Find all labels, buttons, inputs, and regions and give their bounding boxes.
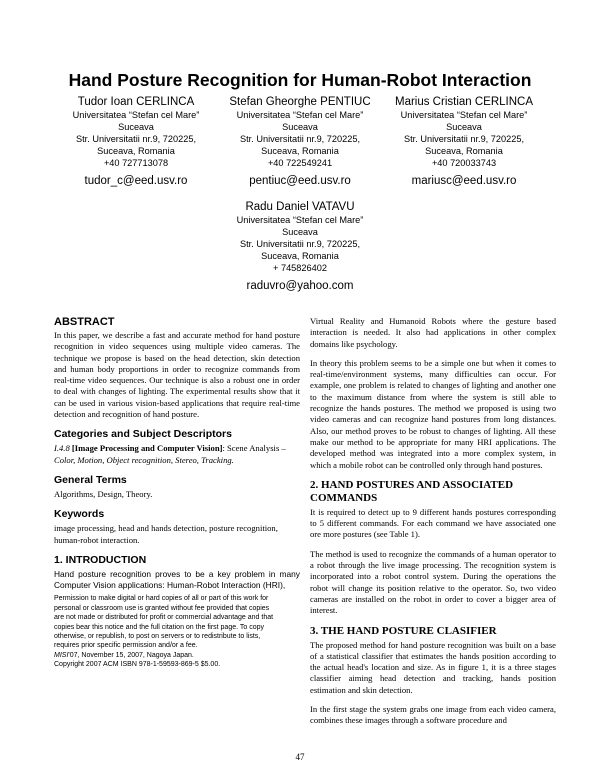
- author-region: Suceava, Romania: [261, 146, 339, 156]
- permission-line: are not made or distributed for profit or commercial advantage and that: [54, 614, 274, 622]
- author-phone: +40 720033743: [431, 158, 497, 168]
- author-email: mariusc@eed.usv.ro: [411, 175, 517, 187]
- permission-line: otherwise, or republish, to post on servers or to redistribute to lists,: [54, 633, 261, 641]
- author-email: raduvro@yahoo.com: [246, 280, 354, 292]
- section-2-heading: 2. HAND POSTURES AND ASSOCIATED COMMANDS: [310, 478, 514, 504]
- author-region: Suceava, Romania: [97, 146, 175, 156]
- page-number: 47: [295, 752, 305, 762]
- terms-text: Algorithms, Design, Theory.: [54, 488, 153, 499]
- left-column: [54, 316, 300, 670]
- author-street: Str. Universitatii nr.9, 720225,: [239, 134, 360, 144]
- author-city: Suceava: [118, 122, 154, 132]
- author-affiliation: Universitatea “Stefan cel Mare”: [236, 215, 364, 225]
- categories-italic: – Color, Motion, Object recognition, Stereo, Tracking.: [54, 443, 286, 465]
- author-phone: + 745826402: [273, 263, 327, 273]
- permission-line: Permission to make digital or hard copies of all or part of this work for: [54, 595, 269, 603]
- author-city: Suceava: [282, 227, 318, 237]
- author-street: Str. Universitatii nr.9, 720225,: [75, 134, 196, 144]
- author-city: Suceava: [282, 122, 318, 132]
- abstract-heading: ABSTRACT: [54, 316, 115, 328]
- author-email: tudor_c@eed.usv.ro: [84, 175, 188, 187]
- categories-code: I.4.8: [54, 443, 70, 454]
- categories-text: [54, 443, 300, 466]
- permission-line: copies bear this notice and the full citation on the first page. To copy: [54, 623, 264, 631]
- author-name: Tudor Ioan CERLINCA: [77, 96, 195, 108]
- categories-heading: Categories and Subject Descriptors: [54, 428, 232, 441]
- author-affiliation: Universitatea “Stefan cel Mare”: [72, 110, 200, 120]
- author-block: [56, 96, 216, 188]
- author-street: Str. Universitatii nr.9, 720225,: [239, 239, 360, 249]
- author-region: Suceava, Romania: [261, 251, 339, 261]
- conference-info: [54, 651, 300, 660]
- abstract-text: In this paper, we describe a fast and accurate method for hand posture recognition in video sequences using multiple video cameras. The technique we propose is based on the head detection, skin detection and human body proportions in order to recognize commands from real-time video sequences. Our technique is also a robust one in order to deal with changes of lighting. The experimental results show that it can be used in various vision-based applications that require real-time detection and recognition of hand posture.: [54, 330, 300, 420]
- paragraph: Virtual Reality and Humanoid Robots where the gesture based interaction is needed. It also had applications in other complex domains like psychology.: [310, 316, 556, 349]
- author-name: Radu Daniel VATAVU: [245, 201, 355, 213]
- author-region: Suceava, Romania: [425, 146, 503, 156]
- keywords-heading: Keywords: [54, 508, 105, 521]
- paper-title: Hand Posture Recognition for Human-Robot Interaction: [68, 70, 532, 90]
- author-block: [220, 201, 380, 293]
- author-block: [220, 96, 380, 188]
- author-street: Str. Universitatii nr.9, 720225,: [403, 134, 524, 144]
- author-email: pentiuc@eed.usv.ro: [249, 175, 351, 187]
- terms-heading: General Terms: [54, 473, 127, 486]
- author-affiliation: Universitatea “Stefan cel Mare”: [400, 110, 528, 120]
- copyright-line: Copyright 2007 ACM ISBN 978-1-59593-869-5 $5.00.: [54, 661, 221, 669]
- author-block: [384, 96, 544, 188]
- permission-notice: [54, 594, 300, 669]
- introduction-heading: 1. INTRODUCTION: [54, 553, 147, 566]
- paragraph: The method is used to recognize the commands of a human operator to a robot through the live image processing. The recognition system is incorporated into a robot control system. During the operations the robot will change its position relative to the operator. So, two video cameras are installed on the robot in order to cover a bigger area of interest.: [310, 548, 556, 616]
- categories-bold: [Image Processing and Computer Vision]: [71, 443, 223, 454]
- categories-rest: : Scene Analysis: [222, 443, 280, 454]
- paragraph: In the first stage the system grabs one image from each video camera, combines these images through a software procedure and: [310, 704, 556, 726]
- keywords-text: image processing, head and hands detection, posture recognition, human-robot interaction.: [54, 523, 278, 545]
- author-city: Suceava: [446, 122, 482, 132]
- right-column: [310, 316, 556, 735]
- permission-line: requires prior specific permission and/or a fee.: [54, 642, 198, 650]
- paragraph: The proposed method for hand posture recognition was built on a base of a statistical classifier that estimates the hands position according to the actual head's location and size. As in figure 1, it is a three stages classifier aiming head detection and tracking, hands position estimation and skin detection.: [310, 639, 556, 695]
- author-name: Stefan Gheorghe PENTIUC: [229, 96, 371, 108]
- paragraph: In theory this problem seems to be a simple one but when it comes to real-time/environment systems, many difficulties can occur. For example, one problem is related to changes of lighting and another one to the maximum distance from where the system is still able to recognize the hands postures. The method we proposed is using two video cameras and can recognize hand postures from long distances. Also, our method proves to be robust to changes of lighting. All these make our method to be appropriate for many HRI applications. The developed method was integrated into a more complex system, in which a mobile robot can be controlled only through hand postures.: [310, 357, 556, 470]
- paragraph: It is required to detect up to 9 different hands postures corresponding to 5 different commands. For each command we have associated one ore more postures (see Table 1).: [310, 506, 556, 540]
- conference-name: MISI: [54, 651, 69, 659]
- section-3-heading: 3. THE HAND POSTURE CLASIFIER: [310, 624, 497, 637]
- conference-details: '07, November 15, 2007, Nagoya Japan.: [68, 651, 194, 659]
- author-phone: +40 727713078: [103, 158, 169, 168]
- author-name: Marius Cristian CERLINCA: [394, 96, 534, 108]
- permission-line: personal or classroom use is granted without fee provided that copies: [54, 604, 270, 612]
- introduction-text: Hand posture recognition proves to be a key problem in many Computer Vision applications: Human-Robot Interaction (HRI),: [54, 568, 300, 591]
- author-affiliation: Universitatea “Stefan cel Mare”: [236, 110, 364, 120]
- author-phone: +40 722549241: [267, 158, 333, 168]
